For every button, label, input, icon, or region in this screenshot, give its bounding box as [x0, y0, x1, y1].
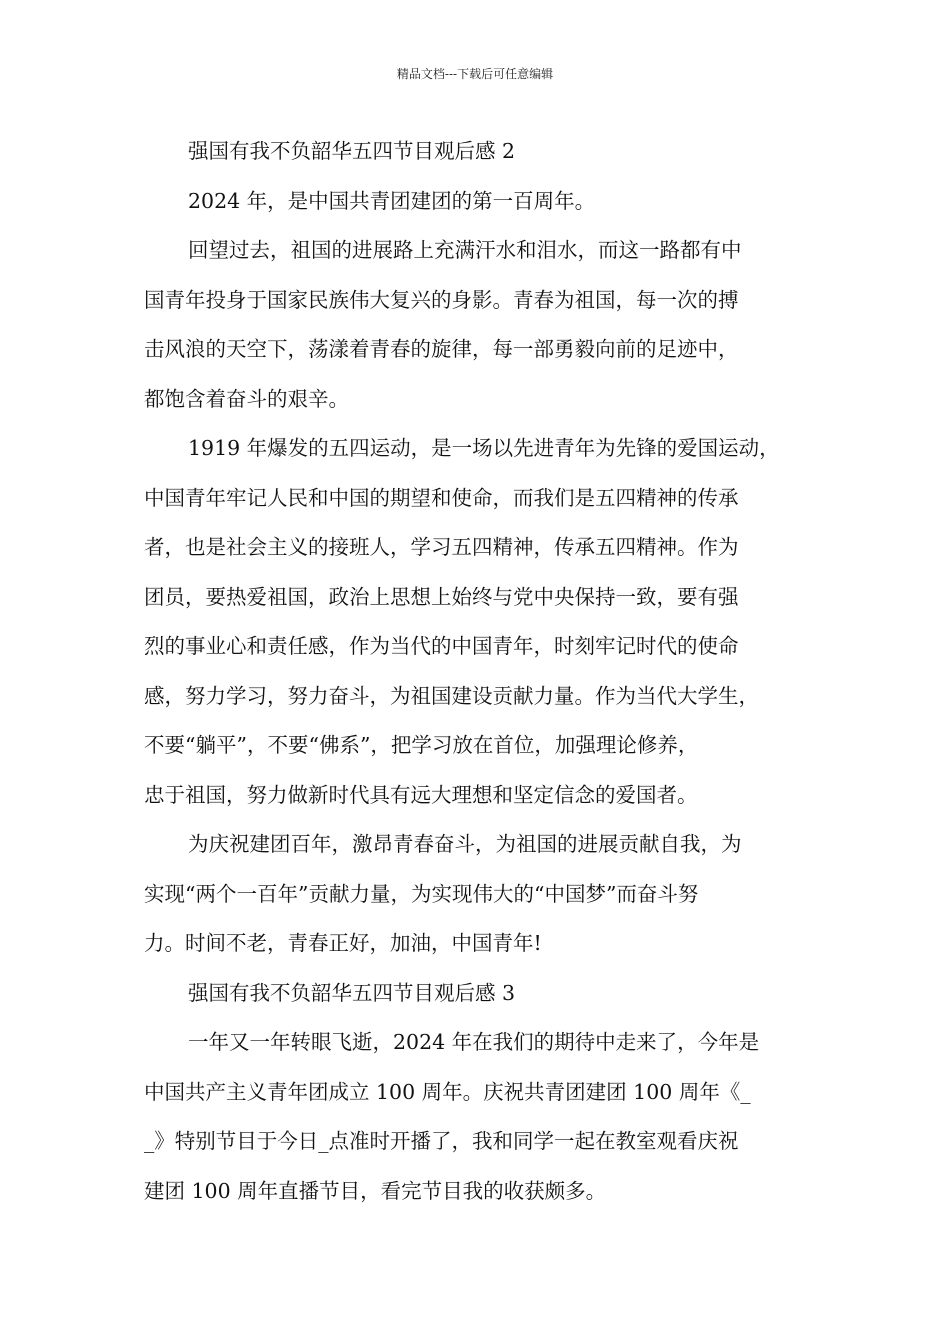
section-title [144, 969, 824, 1019]
paragraph [144, 820, 824, 969]
paragraph [144, 226, 824, 424]
paragraph-line: 中国青年牢记人民和中国的期望和使命，而我们是五四精神的传承 [144, 485, 739, 510]
paragraph-line: 建团 100 周年直播节目，看完节目我的收获颇多。 [144, 1178, 607, 1203]
paragraph-line: 感，努力学习，努力奋斗，为祖国建设贡献力量。作为当代大学生， [144, 683, 759, 708]
paragraph-line: 1919 年爆发的五四运动，是一场以先进青年为先锋的爱国运动， [188, 436, 780, 460]
section-title-text: 强国有我不负韶华五四节目观后感 2 [188, 139, 516, 163]
paragraph-line: 实现“两个一百年”贡献力量，为实现伟大的“中国梦”而奋斗努 [144, 881, 699, 906]
paragraph-line: 力。时间不老，青春正好，加油，中国青年! [144, 931, 542, 955]
paragraph-line: 一年又一年转眼飞逝，2024 年在我们的期待中走来了，今年是 [188, 1030, 760, 1054]
paragraph-line: 烈的事业心和责任感，作为当代的中国青年，时刻牢记时代的使命 [144, 634, 739, 658]
paragraph [144, 424, 824, 820]
paragraph-line: _》特别节目于今日_点准时开播了，我和同学一起在教室观看庆祝 [144, 1129, 739, 1153]
page-header: 精品文档---下载后可任意编辑 [396, 67, 554, 81]
paragraph-line: 击风浪的天空下，荡漾着青春的旋律，每一部勇毅向前的足迹中， [144, 337, 739, 361]
paragraph-line: 回望过去，祖国的进展路上充满汗水和泪水，而这一路都有中 [188, 238, 742, 262]
paragraph-line: 中国共产主义青年团成立 100 周年。庆祝共青团建团 100 周年《_ [144, 1079, 751, 1104]
paragraph-line: 者，也是社会主义的接班人，学习五四精神，传承五四精神。作为 [144, 535, 739, 559]
paragraph-line: 不要“躺平”，不要“佛系”，把学习放在首位，加强理论修养， [144, 733, 699, 757]
paragraph-line: 2024 年，是中国共青团建团的第一百周年。 [188, 188, 596, 213]
section-title-text: 强国有我不负韶华五四节目观后感 3 [188, 980, 516, 1005]
paragraph [144, 1018, 824, 1216]
paragraph-line: 团员，要热爱祖国，政治上思想上始终与党中央保持一致，要有强 [144, 584, 739, 609]
paragraph [144, 177, 824, 227]
paragraph-line: 为庆祝建团百年，激昂青春奋斗，为祖国的进展贡献自我，为 [188, 832, 742, 856]
paragraph-line: 忠于祖国，努力做新时代具有远大理想和坚定信念的爱国者。 [144, 782, 698, 807]
section-title [144, 127, 824, 177]
paragraph-line: 国青年投身于国家民族伟大复兴的身影。青春为祖国，每一次的搏 [144, 287, 739, 312]
paragraph-line: 都饱含着奋斗的艰辛。 [144, 386, 349, 411]
document-body [144, 127, 824, 1216]
